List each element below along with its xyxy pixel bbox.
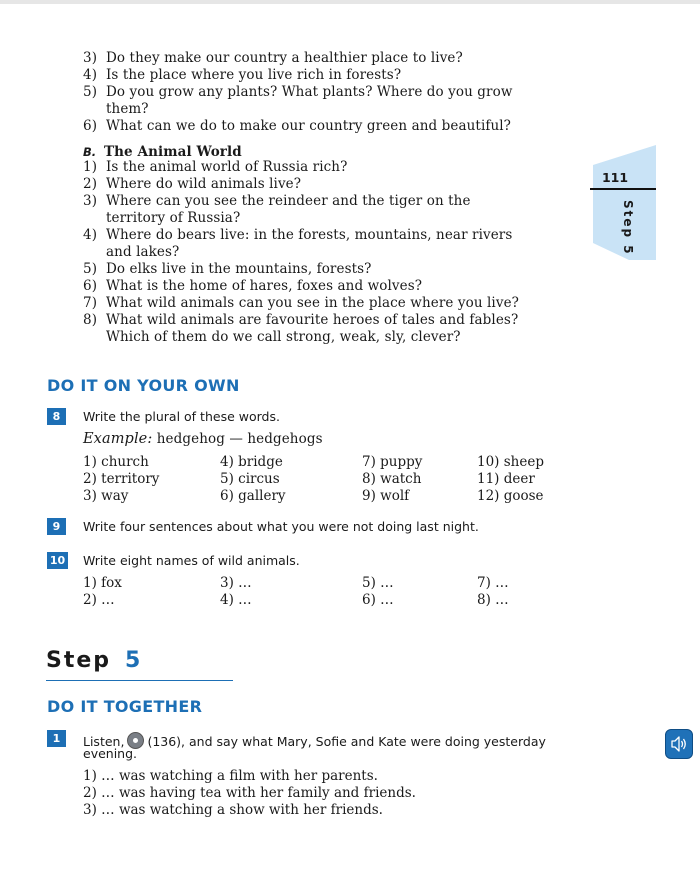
exercise-9-number: 9 <box>47 518 66 535</box>
question-item: 3) Do they make our country a healthier place to live? <box>83 50 463 66</box>
step-underline <box>46 680 233 681</box>
answer-item: 3) … <box>220 575 252 591</box>
page-number: 111 <box>601 170 629 185</box>
exercise-8-example <box>83 431 323 447</box>
word-item: 4) bridge <box>220 454 283 470</box>
question-continuation: Which of them do we call strong, weak, sly, clever? <box>106 329 461 345</box>
word-column <box>83 454 159 505</box>
question-item: 7) What wild animals can you see in the place where you live? <box>83 295 519 311</box>
page-number-rule <box>590 188 656 190</box>
exercise-10-instruction: Write eight names of wild animals. <box>83 553 300 568</box>
top-border <box>0 0 700 4</box>
answer-item: 7) … <box>477 575 509 591</box>
answer-sentence: 3) … was watching a show with her friends. <box>83 802 383 818</box>
word-column <box>220 454 286 505</box>
word-item: 10) sheep <box>477 454 544 470</box>
exercise-9-instruction: Write four sentences about what you were not doing last night. <box>83 519 479 534</box>
word-item: 12) goose <box>477 488 544 504</box>
answer-item: 6) … <box>362 592 394 608</box>
step-label: Step <box>46 648 112 673</box>
step-number: 5 <box>125 648 143 673</box>
answer-column <box>362 575 394 609</box>
section-b-heading <box>83 141 242 160</box>
question-item: 2) Where do wild animals live? <box>83 176 302 192</box>
word-item: 9) wolf <box>362 488 410 504</box>
section-heading-together: DO IT TOGETHER <box>47 697 203 716</box>
answer-item: 4) … <box>220 592 252 608</box>
example-label: Example: <box>83 431 153 447</box>
question-continuation: territory of Russia? <box>106 210 241 226</box>
answer-column <box>220 575 252 609</box>
question-item: 5) Do you grow any plants? What plants? Where do you grow <box>83 84 513 100</box>
question-item: 1) Is the animal world of Russia rich? <box>83 159 348 175</box>
question-item: 4) Is the place where you live rich in forests? <box>83 67 402 83</box>
question-item: 4) Where do bears live: in the forests, mountains, near rivers <box>83 227 513 243</box>
word-column <box>477 454 544 505</box>
answer-sentence: 2) … was having tea with her family and friends. <box>83 785 416 801</box>
answer-item: 1) fox <box>83 575 122 591</box>
word-item: 5) circus <box>220 471 280 487</box>
audio-play-button[interactable] <box>665 729 693 759</box>
answer-item: 5) … <box>362 575 394 591</box>
word-item: 3) way <box>83 488 129 504</box>
answer-sentence: 1) … was watching a film with her parents. <box>83 768 378 784</box>
word-item: 6) gallery <box>220 488 286 504</box>
word-item: 1) church <box>83 454 149 470</box>
answer-item: 8) … <box>477 592 509 608</box>
question-continuation: them? <box>106 101 149 117</box>
word-item: 11) deer <box>477 471 535 487</box>
exercise-1-instruction: Listen, (136), and say what Mary, Sofie and Kate were doing yesterday <box>83 734 546 749</box>
question-item: 3) Where can you see the reindeer and the tiger on the <box>83 193 471 209</box>
word-item: 2) territory <box>83 471 160 487</box>
word-column <box>362 454 422 505</box>
question-continuation: and lakes? <box>106 244 180 260</box>
exercise-1-instruction-cont: evening. <box>83 746 138 761</box>
word-item: 8) watch <box>362 471 422 487</box>
speaker-icon <box>666 730 692 758</box>
exercise-10-number: 10 <box>47 552 68 569</box>
section-b-letter: B. <box>83 145 97 159</box>
exercise-8-number: 8 <box>47 408 66 425</box>
question-item: 6) What is the home of hares, foxes and wolves? <box>83 278 423 294</box>
answer-item: 2) … <box>83 592 115 608</box>
example-text: hedgehog — hedgehogs <box>156 431 323 447</box>
exercise-8-instruction: Write the plural of these words. <box>83 409 280 424</box>
question-item: 6) What can we do to make our country green and beautiful? <box>83 118 512 134</box>
section-heading-own: DO IT ON YOUR OWN <box>47 376 240 395</box>
step-heading <box>46 648 142 673</box>
side-step-label: Step 5 <box>621 200 635 256</box>
answer-column <box>477 575 509 609</box>
answer-column <box>83 575 122 609</box>
section-b-title: The Animal World <box>104 144 242 160</box>
question-item: 8) What wild animals are favourite heroes of tales and fables? <box>83 312 519 328</box>
word-item: 7) puppy <box>362 454 423 470</box>
question-item: 5) Do elks live in the mountains, forests? <box>83 261 372 277</box>
exercise-1-number: 1 <box>47 730 66 747</box>
answer-list <box>83 768 416 819</box>
